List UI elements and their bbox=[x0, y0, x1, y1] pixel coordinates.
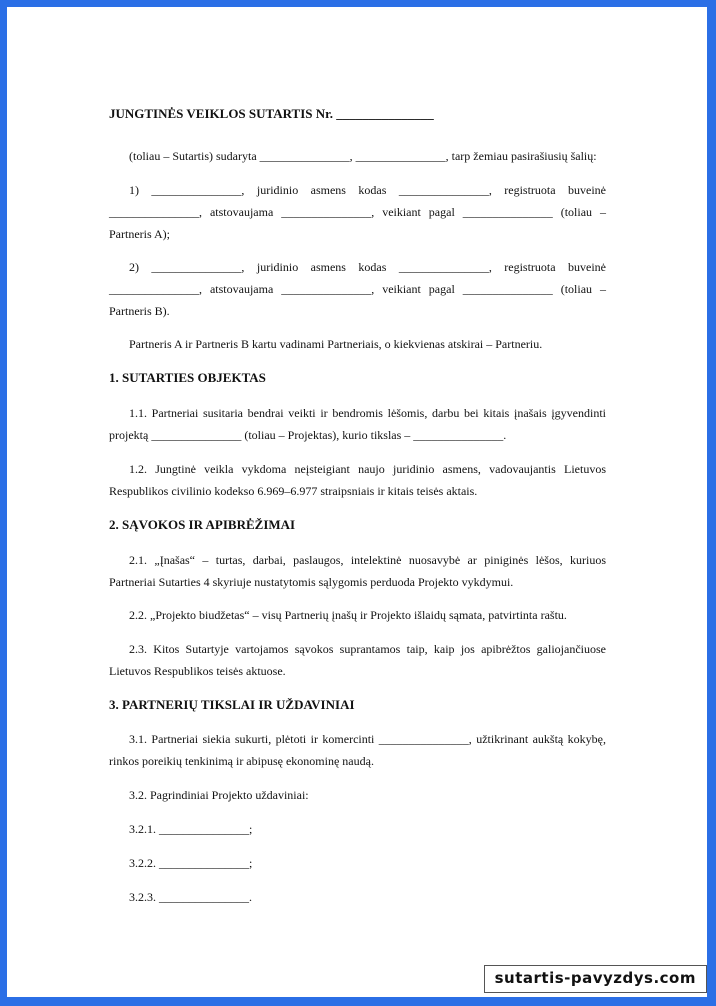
clause-1-1: 1.1. Partneriai susitaria bendrai veikti ir bendromis lėšomis, darbu bei kitais įnašais įgyvendinti projektą _______________ (toliau – Projektas), kurio tikslas – _______________. bbox=[109, 406, 606, 442]
clause-3-2-3: 3.2.3. _______________. bbox=[129, 890, 252, 904]
section-2-heading: 2. SĄVOKOS IR APIBRĖŽIMAI bbox=[109, 517, 296, 532]
document-page bbox=[7, 7, 707, 997]
clause-2-1: 2.1. „Įnašas“ – turtas, darbai, paslaugos, intelektinė nuosavybė ar piniginės lėšos, kuriuos Partneriai Sutarties 4 skyriuje nustatytomis sąlygomis perduoda Projekto vykdymui. bbox=[109, 553, 606, 589]
watermark-logo[interactable]: sutartis-pavyzdys.com bbox=[484, 965, 707, 993]
section-3-heading: 3. PARTNERIŲ TIKSLAI IR UŽDAVINIAI bbox=[109, 697, 355, 712]
section-1-heading: 1. SUTARTIES OBJEKTAS bbox=[109, 370, 266, 385]
clause-3-2-1: 3.2.1. _______________; bbox=[129, 822, 253, 836]
clause-2-3: 2.3. Kitos Sutartyje vartojamos sąvokos suprantamos taip, kaip jos apibrėžtos galiojančiuose Lietuvos Respublikos teisės aktuose. bbox=[109, 642, 606, 678]
intro-paragraph: (toliau – Sutartis) sudaryta _______________, _______________, tarp žemiau pasirašiusių šalių: bbox=[129, 149, 597, 163]
clause-2-2: 2.2. „Projekto biudžetas“ – visų Partnerių įnašų ir Projekto išlaidų sąmata, patvirtinta raštu. bbox=[129, 608, 567, 622]
clause-3-2-2: 3.2.2. _______________; bbox=[129, 856, 253, 870]
clause-1-2: 1.2. Jungtinė veikla vykdoma neįsteigiant naujo juridinio asmens, vadovaujantis Lietuvos Respublikos civilinio kodekso 6.969–6.977 straipsniais ir kitais teisės aktais. bbox=[109, 462, 606, 498]
clause-3-1: 3.1. Partneriai siekia sukurti, plėtoti ir komercinti _______________, užtikrinant aukštą kokybę, rinkos poreikių tenkinimą ir abipusę ekonominę naudą. bbox=[109, 732, 606, 768]
party-b-paragraph: 2) _______________, juridinio asmens kodas _______________, registruota buveinė _______________, atstovaujama _______________, veikiant pagal _______________ (toliau – Partneris B). bbox=[109, 260, 606, 318]
document-title: JUNGTINĖS VEIKLOS SUTARTIS Nr. _______________ bbox=[109, 106, 434, 121]
partners-note-paragraph: Partneris A ir Partneris B kartu vadinami Partneriais, o kiekvienas atskirai – Partneriu. bbox=[129, 337, 543, 351]
clause-3-2: 3.2. Pagrindiniai Projekto uždaviniai: bbox=[129, 788, 309, 802]
party-a-paragraph: 1) _______________, juridinio asmens kodas _______________, registruota buveinė _______________, atstovaujama _______________, veikiant pagal _______________ (toliau – Partneris A); bbox=[109, 183, 606, 241]
